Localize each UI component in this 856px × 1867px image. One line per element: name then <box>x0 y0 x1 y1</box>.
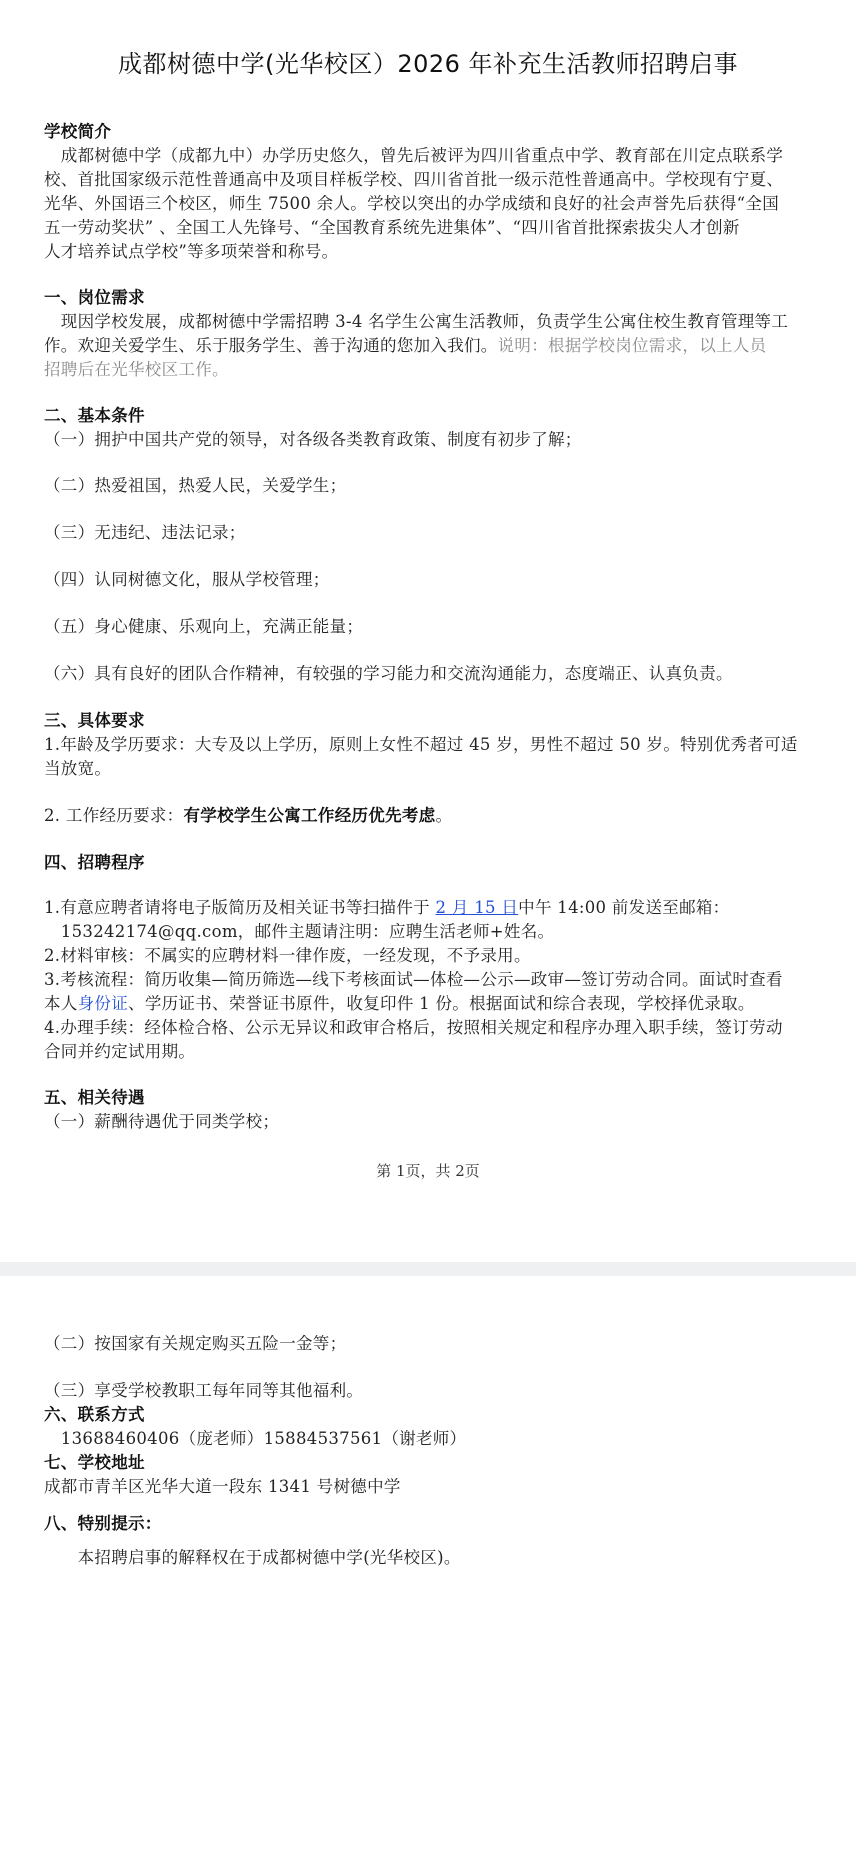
benefits-heading: 五、相关待遇 <box>44 1088 145 1107</box>
requirements-item-2-emphasis: 有学校学生公寓工作经历优先考虑 <box>183 806 436 825</box>
positions-line-1: 现因学校发展，成都树德中学需招聘 3-4 名学生公寓生活教师，负责学生公寓住校生教育管理等工 <box>44 312 789 331</box>
document-title: 成都树德中学(光华校区）2026 年补充生活教师招聘启事 <box>117 50 739 78</box>
basic-heading: 二、基本条件 <box>44 406 145 425</box>
basic-item-3: （三）无违纪、违法记录； <box>44 523 246 542</box>
procedure-step-3-line-2 <box>44 992 834 1016</box>
procedure-step-1-text-end: 中午 14:00 前发送至邮箱： <box>518 898 730 917</box>
basic-item-4: （四）认同树德文化，服从学校管理； <box>44 570 330 589</box>
benefits-item-3: （三）享受学校教职工每年同等其他福利。 <box>44 1381 364 1400</box>
intro-line-3: 光华、外国语三个校区，师生 7500 余人。学校以突出的办学成绩和良好的社会声誉先后获得“全国 <box>44 194 780 213</box>
requirements-item-1-line-2: 当放宽。 <box>44 759 112 778</box>
requirements-item-2-end: 。 <box>435 806 453 825</box>
positions-note: 说明：根据学校岗位需求，以上人员 <box>497 336 767 355</box>
contact-phones: 13688460406（庞老师）15884537561（谢老师） <box>44 1429 467 1448</box>
procedure-step-1-line-2: 153242174@qq.com，邮件主题请注明：应聘生活老师+姓名。 <box>44 922 555 941</box>
intro-line-2: 校、首批国家级示范性普通高中及项目样板学校、四川省首批一级示范性普通高中。学校现有宁夏、 <box>44 170 784 189</box>
procedure-step-4-line-1: 4.办理手续：经体检合格、公示无异议和政审合格后，按照相关规定和程序办理入职手续，签订劳动 <box>44 1018 783 1037</box>
requirements-heading: 三、具体要求 <box>44 711 145 730</box>
requirements-item-2-label: 2. 工作经历要求： <box>44 806 184 825</box>
contact-heading: 六、联系方式 <box>44 1405 145 1424</box>
benefits-item-2: （二）按国家有关规定购买五险一金等； <box>44 1334 347 1353</box>
procedure-step-3-text-end: 、学历证书、荣誉证书原件，收复印件 1 份。根据面试和综合表现，学校择优录取。 <box>128 994 755 1013</box>
basic-item-5: （五）身心健康、乐观向上，充满正能量； <box>44 617 364 636</box>
basic-item-2: （二）热爱祖国，热爱人民，关爱学生； <box>44 476 347 495</box>
procedure-step-2: 2.材料审核：不属实的应聘材料一律作废，一经发现，不予录用。 <box>44 946 531 965</box>
intro-line-5: 人才培养试点学校”等多项荣誉和称号。 <box>44 242 339 261</box>
intro-line-1: 成都树德中学（成都九中）办学历史悠久，曾先后被评为四川省重点中学、教育部在川定点联系学 <box>44 146 784 165</box>
address-heading: 七、学校地址 <box>44 1453 145 1472</box>
intro-line-4: 五一劳动奖状” 、全国工人先锋号、“全国教育系统先进集体”、“四川省首批探索拔尖人才创新 <box>44 218 740 237</box>
page-footer: 第 1页，共 2页 <box>376 1162 480 1180</box>
requirements-item-1-line-1: 1.年龄及学历要求：大专及以上学历，原则上女性不超过 45 岁，男性不超过 50 岁。特别优秀者可适 <box>44 735 798 754</box>
page-separator <box>0 1262 856 1276</box>
requirements-item-2 <box>44 804 834 828</box>
basic-item-1: （一）拥护中国共产党的领导，对各级各类教育政策、制度有初步了解； <box>44 430 582 449</box>
address-line: 成都市青羊区光华大道一段东 1341 号树德中学 <box>44 1477 401 1496</box>
positions-line-2-main: 作。欢迎关爱学生、乐于服务学生、善于沟通的您加入我们。 <box>44 336 498 355</box>
intro-heading: 学校简介 <box>44 122 112 141</box>
positions-note-line-2: 招聘后在光华校区工作。 <box>44 360 229 379</box>
id-card-link[interactable]: 身份证 <box>77 994 129 1013</box>
notice-line: 本招聘启事的解释权在于成都树德中学(光华校区)。 <box>44 1548 461 1567</box>
basic-item-6: （六）具有良好的团队合作精神，有较强的学习能力和交流沟通能力，态度端正、认真负责。 <box>44 664 733 683</box>
procedure-heading: 四、招聘程序 <box>44 853 145 872</box>
procedure-step-3-line-1: 3.考核流程：简历收集—简历筛选—线下考核面试—体检—公示—政审—签订劳动合同。面试时查看 <box>44 970 783 989</box>
deadline-date-link[interactable]: 2 月 15 日 <box>435 898 519 917</box>
procedure-step-4-line-2: 合同并约定试用期。 <box>44 1042 196 1061</box>
positions-line-2 <box>44 334 834 358</box>
document-page-2 <box>0 1276 856 1867</box>
procedure-step-3-text: 本人 <box>44 994 78 1013</box>
benefits-item-1: （一）薪酬待遇优于同类学校； <box>44 1112 280 1131</box>
procedure-step-1-line-1 <box>44 896 834 920</box>
notice-heading: 八、特别提示： <box>44 1514 162 1533</box>
positions-heading: 一、岗位需求 <box>44 288 145 307</box>
procedure-step-1-text: 1.有意应聘者请将电子版简历及相关证书等扫描件于 <box>44 898 436 917</box>
